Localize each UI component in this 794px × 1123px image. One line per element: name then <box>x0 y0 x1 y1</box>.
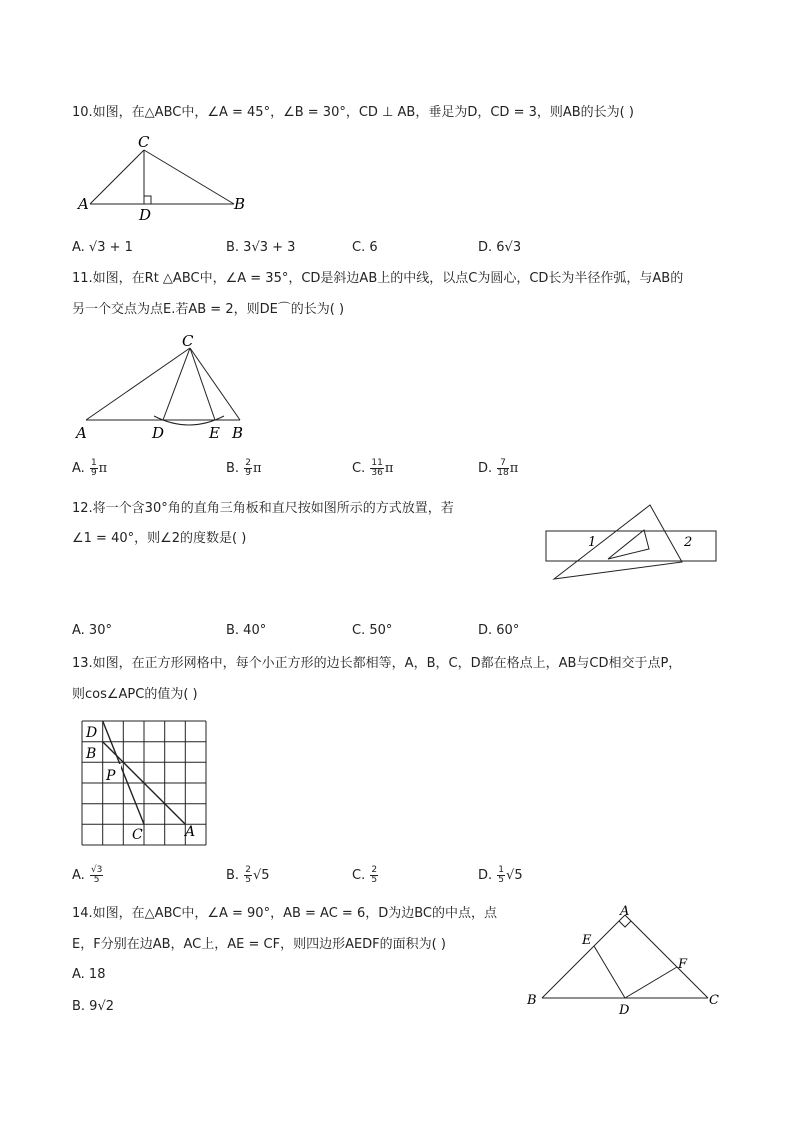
q10-option-a[interactable]: A. √3 + 1 <box>72 240 133 255</box>
q13-option-a-label: A. <box>72 868 85 883</box>
q11-option-a[interactable]: A. $\frac{1}{9}$ π <box>72 458 108 478</box>
q13-option-c-label: C. <box>352 868 366 883</box>
q11-option-d-label: D. <box>478 461 493 476</box>
q11-option-c[interactable]: C. $\frac{11}{36}$ π <box>352 458 394 478</box>
q12-label-2: 2 <box>684 535 693 550</box>
q12-stem-line1: 12.将一个含30°角的直角三角板和直尺按如图所示的方式放置，若 <box>72 501 454 516</box>
q11-label-e: E <box>209 424 220 442</box>
q13-figure <box>76 718 212 854</box>
q10-label-d: D <box>139 206 152 223</box>
q14-label-e: E <box>582 933 592 948</box>
q10-option-b[interactable]: B. 3√3 + 3 <box>226 240 296 255</box>
q13-option-b-label: B. <box>226 868 240 883</box>
q11-stem-line1: 11.如图，在Rt △ABC中，∠A = 35°，CD是斜边AB上的中线，以点C为圆心，CD长为半径作弧，与AB的 <box>72 271 684 286</box>
q13-label-c: C <box>132 827 143 843</box>
q14-label-a: A <box>620 904 630 919</box>
q11-option-b-fraction: $\frac{2}{9}$ <box>245 458 251 478</box>
q10-label-c: C <box>138 133 150 151</box>
q11-figure <box>74 330 254 445</box>
q13-label-b: B <box>86 746 97 762</box>
q12-label-1: 1 <box>588 535 597 550</box>
q11-label-b: B <box>232 424 244 442</box>
q11-option-a-fraction: $\frac{1}{9}$ <box>90 458 97 478</box>
q11-option-c-fraction: $\frac{11}{36}$ <box>371 458 383 478</box>
q10-stem: 10.如图，在△ABC中，∠A = 45°，∠B = 30°，CD ⊥ AB，垂足为D，CD = 3，则AB的长为( ) <box>72 105 634 120</box>
q10-label-a: A <box>78 195 89 213</box>
q10-figure <box>76 133 256 223</box>
q13-option-a-fraction: $\frac{√3}{5}$ <box>90 865 103 885</box>
q11-option-b[interactable]: B. $\frac{2}{9}$ π <box>226 458 262 478</box>
q14-label-c: C <box>709 993 719 1008</box>
q10-label-b: B <box>234 195 246 213</box>
q11-option-a-label: A. <box>72 461 85 476</box>
q11-label-d: D <box>152 424 165 442</box>
q12-option-a[interactable]: A. 30° <box>72 623 112 638</box>
q13-stem-line2: 则cos∠APC的值为( ) <box>72 687 198 702</box>
q12-figure <box>540 500 726 585</box>
q14-option-a[interactable]: A. 18 <box>72 967 106 982</box>
q11-label-c: C <box>182 332 194 350</box>
q12-option-d[interactable]: D. 60° <box>478 623 520 638</box>
q13-option-d-label: D. <box>478 868 493 883</box>
q14-label-f: F <box>678 957 688 972</box>
q11-option-c-label: C. <box>352 461 366 476</box>
q12-option-c[interactable]: C. 50° <box>352 623 393 638</box>
q11-option-b-label: B. <box>226 461 240 476</box>
q14-option-b[interactable]: B. 9√2 <box>72 999 115 1014</box>
q13-label-p: P <box>106 768 116 784</box>
q11-label-a: A <box>76 424 87 442</box>
q13-option-b-fraction: $\frac{2}{5}$ <box>245 865 251 885</box>
q14-figure <box>522 900 727 1020</box>
q13-option-a[interactable] <box>72 866 104 885</box>
q14-stem-line1: 14.如图，在△ABC中，∠A = 90°，AB = AC = 6，D为边BC的中点，点 <box>72 906 497 921</box>
q12-stem-line2: ∠1 = 40°，则∠2的度数是( ) <box>72 531 247 546</box>
q13-option-d[interactable]: D. $\frac{1}{5}$ √5 <box>478 865 523 885</box>
q13-option-d-fraction: $\frac{1}{5}$ <box>498 865 505 885</box>
q13-option-c-fraction: $\frac{2}{5}$ <box>371 865 378 885</box>
q14-stem-line2: E，F分别在边AB，AC上，AE = CF，则四边形AEDF的面积为( ) <box>72 937 446 952</box>
q11-stem-line2: 另一个交点为点E.若AB = 2，则DE⌒的长为( ) <box>72 302 345 317</box>
q11-option-d-fraction: $\frac{7}{18}$ <box>497 458 509 478</box>
q12-option-b[interactable]: B. 40° <box>226 623 267 638</box>
q13-label-a: A <box>185 824 196 840</box>
q13-stem-line1: 13.如图，在正方形网格中，每个小正方形的边长都相等，A，B，C，D都在格点上，AB与CD相交于点P， <box>72 656 682 671</box>
q13-option-b[interactable]: B. $\frac{2}{5}$ √5 <box>226 865 270 885</box>
q10-option-c[interactable]: C. 6 <box>352 240 378 255</box>
q10-option-d[interactable]: D. 6√3 <box>478 240 522 255</box>
q13-label-d: D <box>86 725 98 741</box>
q13-option-c[interactable] <box>352 866 379 885</box>
q11-option-d[interactable]: D. $\frac{7}{18}$ π <box>478 458 519 478</box>
q14-label-b: B <box>527 993 537 1008</box>
q14-label-d: D <box>619 1003 630 1018</box>
